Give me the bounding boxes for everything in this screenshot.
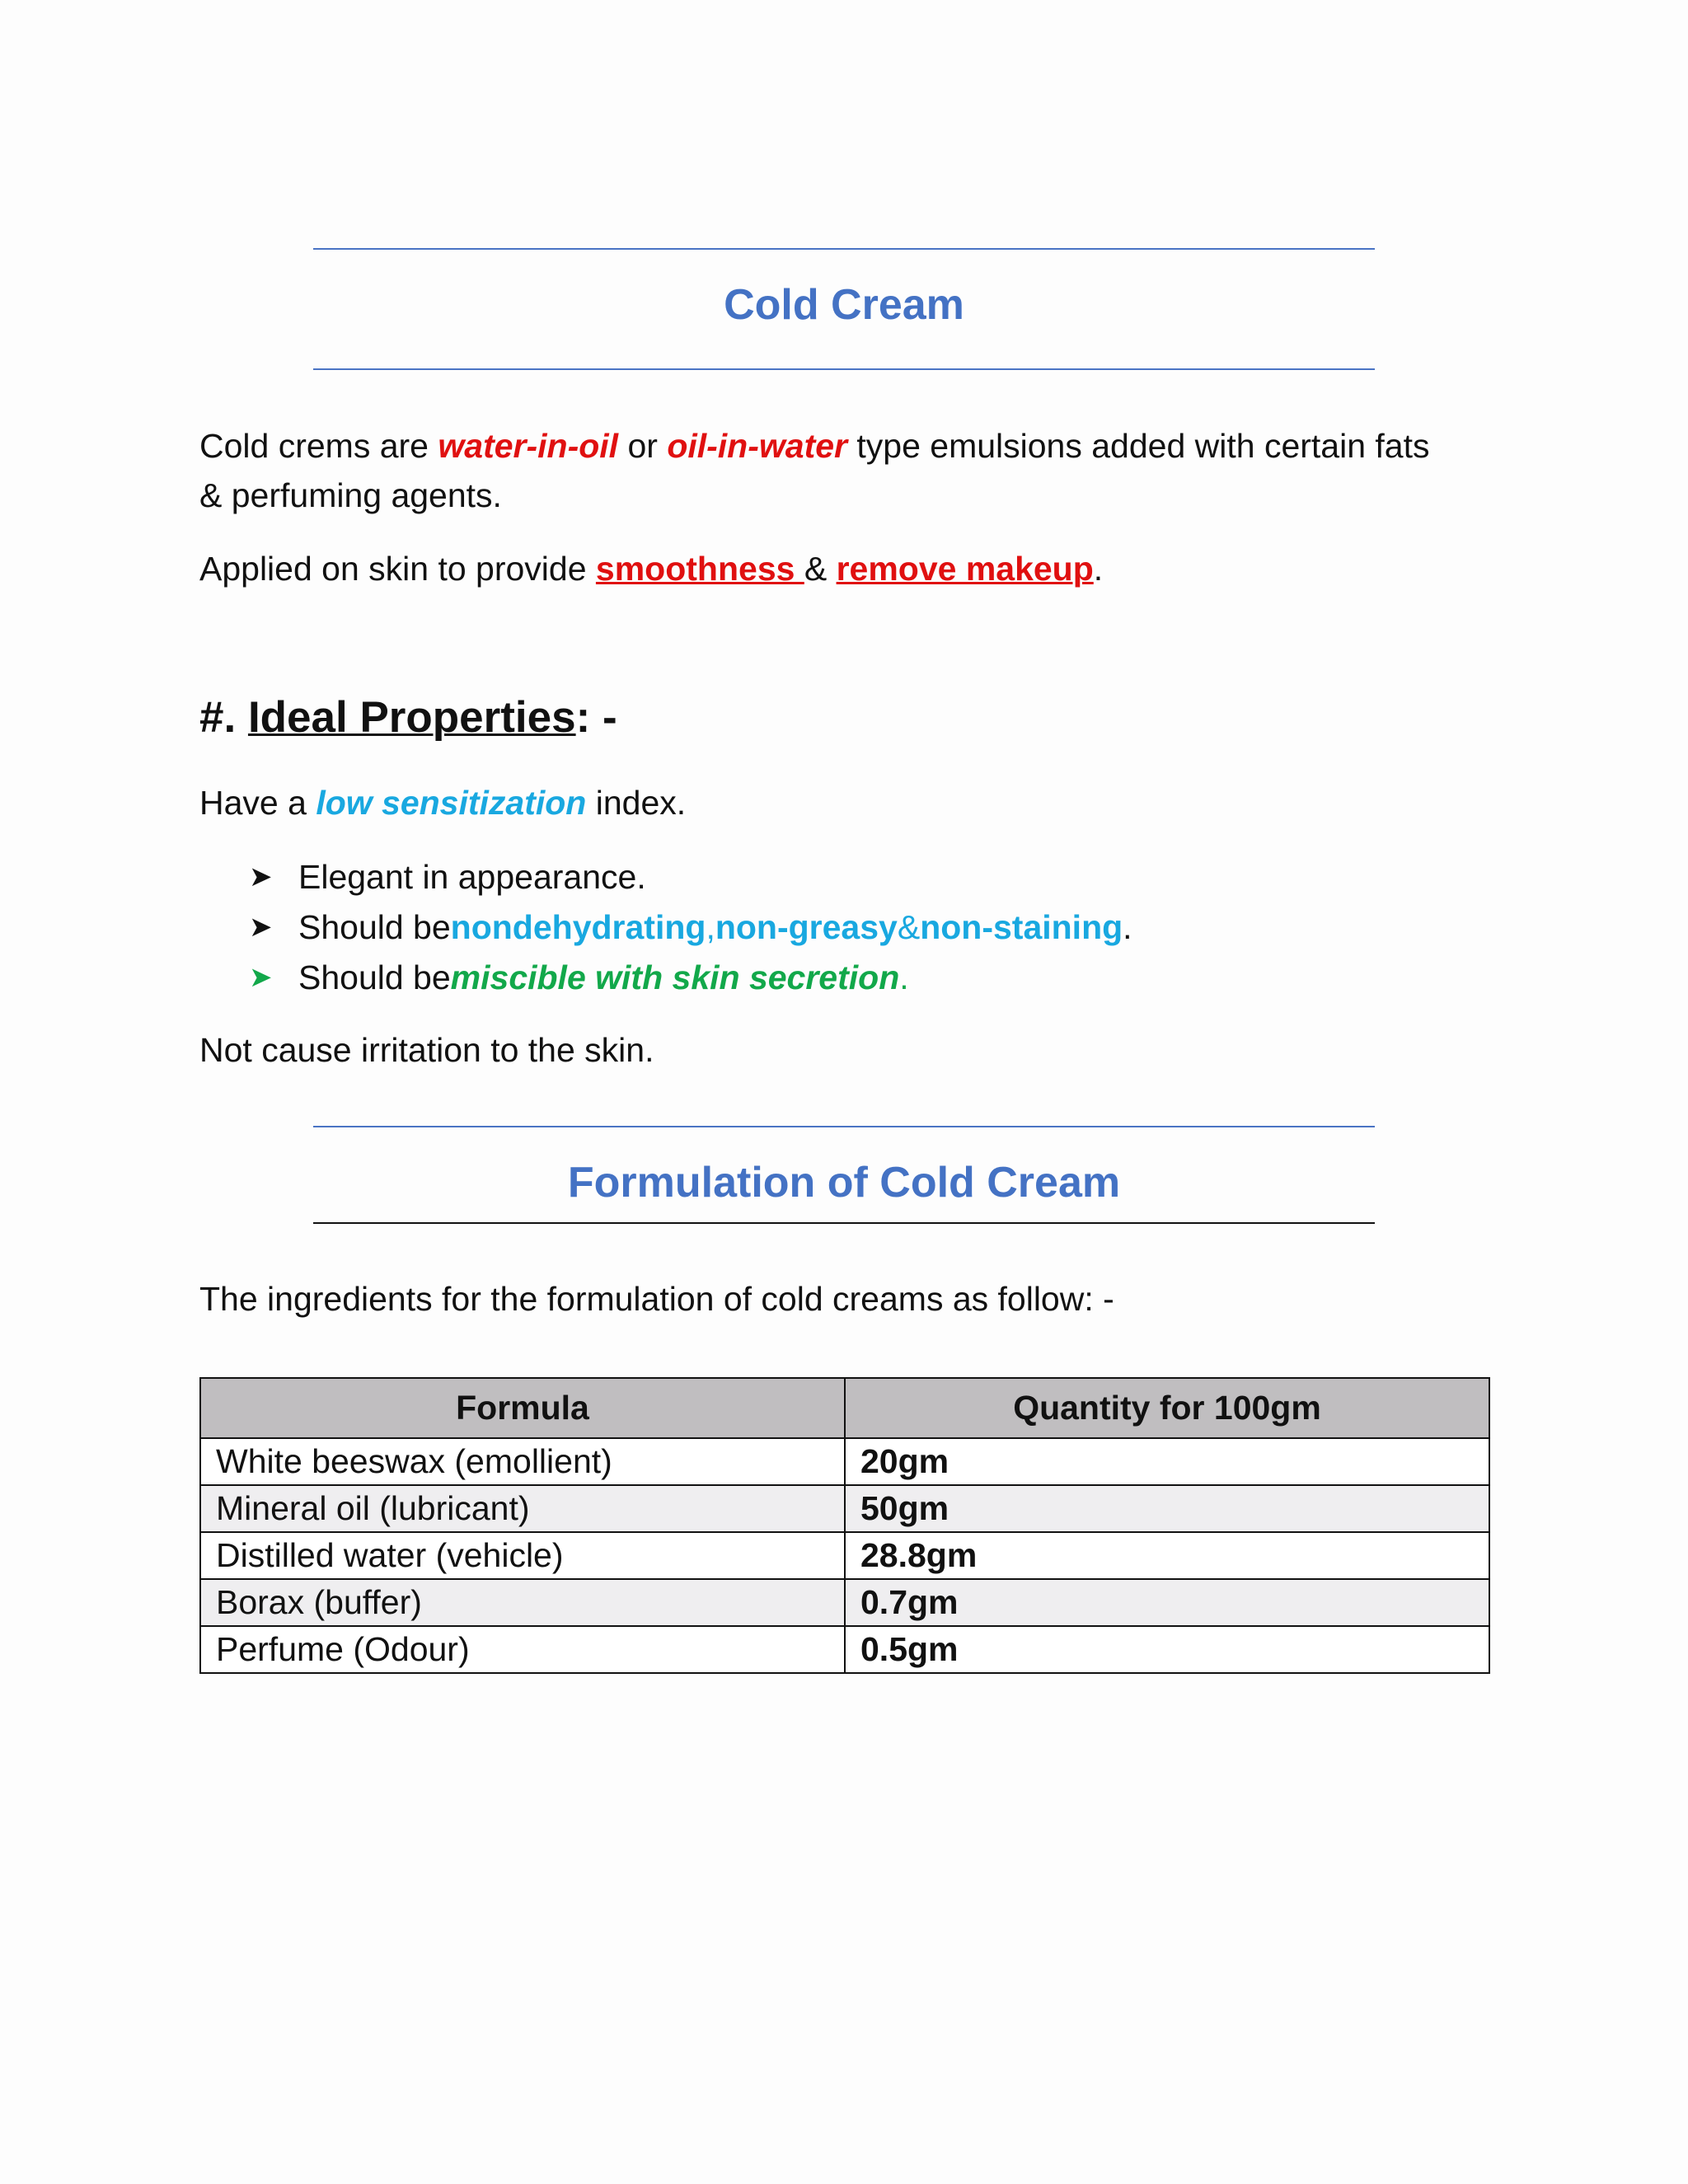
separator: , [706,908,715,946]
formulation-table [199,1377,1490,1674]
formulation-bottom-rule [313,1222,1375,1224]
heading-suffix: : - [575,693,617,742]
list-item-text: . [899,958,909,996]
ingredient-cell: Perfume (Odour) [200,1626,845,1673]
oil-in-water-term: oil-in-water [667,427,847,465]
table-row [200,1579,1489,1626]
quantity-cell: 0.7gm [845,1579,1489,1626]
column-header-quantity: Quantity for 100gm [845,1378,1489,1438]
ingredient-cell: Borax (buffer) [200,1579,845,1626]
list-item-text: Elegant in appearance. [298,858,646,896]
formulation-intro: The ingredients for the formulation of cold creams as follow: - [199,1280,1114,1318]
smoothness-term: smoothness [595,550,804,588]
irritation-line: Not cause irritation to the skin. [199,1031,654,1069]
intro-text: & [804,550,837,588]
intro-text: type emulsions added with certain fats [847,427,1430,465]
list-item [249,953,1132,1003]
list-item-text: . [1123,908,1132,946]
list-item [249,852,1132,902]
quantity-cell: 28.8gm [845,1532,1489,1579]
ingredient-cell: Mineral oil (lubricant) [200,1485,845,1532]
column-header-formula: Formula [200,1378,845,1438]
intro-line-3 [199,544,1103,593]
arrow-bullet-icon: ➤ [249,912,273,943]
formulation-top-rule [313,1126,1375,1127]
table-row [200,1626,1489,1673]
table-header-row [200,1378,1489,1438]
non-greasy-term: non-greasy [715,908,898,946]
property-text: Have a [199,784,316,822]
table-row [200,1485,1489,1532]
heading-prefix: #. [199,693,248,742]
ideal-properties-heading [199,692,617,743]
non-staining-term: non-staining [920,908,1123,946]
intro-text: or [618,427,668,465]
arrow-bullet-icon: ➤ [249,861,273,893]
water-in-oil-term: water-in-oil [438,427,619,465]
intro-text: Cold crems are [199,427,438,465]
intro-line-1 [199,421,1430,471]
list-item-text: Should be [298,908,451,946]
quantity-cell: 20gm [845,1438,1489,1485]
intro-text: Applied on skin to provide [199,550,596,588]
miscible-term: miscible with skin secretion [450,958,900,996]
title-top-rule [313,248,1375,250]
formulation-heading: Formulation of Cold Cream [567,1159,1121,1207]
table-row [200,1532,1489,1579]
table-row [200,1438,1489,1485]
ingredient-cell: Distilled water (vehicle) [200,1532,845,1579]
nondehydrating-term: nondehydrating [450,908,706,946]
low-sensitization-term: low sensitization [316,784,587,822]
remove-makeup-term: remove makeup [836,550,1094,588]
ingredient-cell: White beeswax (emollient) [200,1438,845,1485]
heading-text: Ideal Properties [247,693,576,742]
separator: & [897,908,921,946]
properties-list [249,852,1132,1003]
sensitization-line [199,778,686,827]
title-bottom-rule [313,368,1375,370]
arrow-bullet-icon: ➤ [249,962,273,993]
quantity-cell: 0.5gm [845,1626,1489,1673]
intro-line-2: & perfuming agents. [199,476,502,514]
intro-text: . [1093,550,1104,588]
list-item-text: Should be [298,958,451,996]
list-item [249,902,1132,953]
page-title: Cold Cream [724,281,964,329]
property-text: index. [586,784,687,822]
quantity-cell: 50gm [845,1485,1489,1532]
